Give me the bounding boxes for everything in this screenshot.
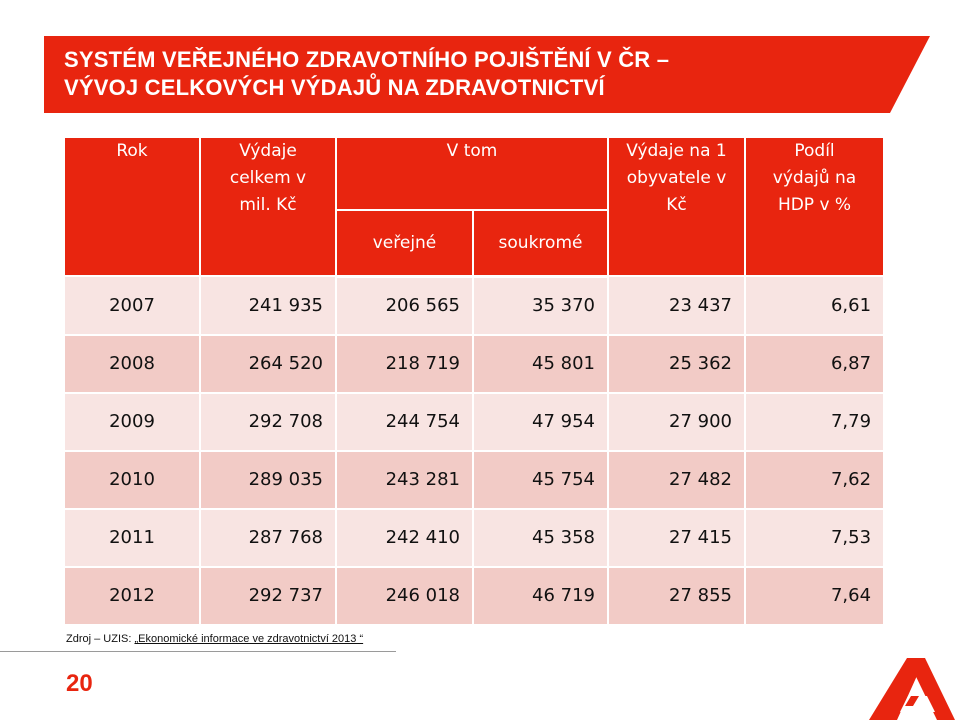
cell-podil: 6,87 bbox=[745, 335, 883, 393]
table-row bbox=[65, 276, 883, 335]
cell-podil: 6,61 bbox=[745, 276, 883, 335]
cell-podil: 7,79 bbox=[745, 393, 883, 451]
cell-na-obyvatele: 25 362 bbox=[608, 335, 745, 393]
cell-podil: 7,64 bbox=[745, 567, 883, 624]
cell-soukrome: 45 358 bbox=[473, 509, 608, 567]
cell-rok: 2010 bbox=[65, 451, 200, 509]
cell-na-obyvatele: 27 415 bbox=[608, 509, 745, 567]
title-line-1: SYSTÉM VEŘEJNÉHO ZDRAVOTNÍHO POJIŠTĚNÍ V ČR – bbox=[64, 47, 670, 72]
header-verejne: veřejné bbox=[336, 210, 473, 276]
header-podil-hdp: Podíl výdajů na HDP v % bbox=[745, 138, 883, 276]
cell-verejne: 246 018 bbox=[336, 567, 473, 624]
source-prefix: Zdroj – UZIS: bbox=[66, 633, 135, 645]
cell-celkem: 289 035 bbox=[200, 451, 336, 509]
cell-na-obyvatele: 27 900 bbox=[608, 393, 745, 451]
cell-celkem: 292 737 bbox=[200, 567, 336, 624]
page-title bbox=[64, 46, 669, 102]
expenditure-table bbox=[65, 138, 883, 624]
title-line-2: VÝVOJ CELKOVÝCH VÝDAJŮ NA ZDRAVOTNICTVÍ bbox=[64, 75, 605, 100]
cell-podil: 7,53 bbox=[745, 509, 883, 567]
cell-rok: 2011 bbox=[65, 509, 200, 567]
cell-na-obyvatele: 27 855 bbox=[608, 567, 745, 624]
cell-verejne: 244 754 bbox=[336, 393, 473, 451]
cell-soukrome: 35 370 bbox=[473, 276, 608, 335]
table-row bbox=[65, 567, 883, 624]
cell-rok: 2009 bbox=[65, 393, 200, 451]
cell-rok: 2007 bbox=[65, 276, 200, 335]
header-vydaje-celkem: Výdaje celkem v mil. Kč bbox=[200, 138, 336, 276]
cell-celkem: 292 708 bbox=[200, 393, 336, 451]
cell-podil: 7,62 bbox=[745, 451, 883, 509]
cell-verejne: 206 565 bbox=[336, 276, 473, 335]
table-row bbox=[65, 509, 883, 567]
source-link[interactable]: „Ekonomické informace ve zdravotnictví 2013 “ bbox=[134, 633, 364, 645]
cell-na-obyvatele: 27 482 bbox=[608, 451, 745, 509]
cell-soukrome: 47 954 bbox=[473, 393, 608, 451]
cell-soukrome: 45 754 bbox=[473, 451, 608, 509]
divider bbox=[0, 651, 396, 652]
cell-verejne: 243 281 bbox=[336, 451, 473, 509]
header-soukrome: soukromé bbox=[473, 210, 608, 276]
cell-soukrome: 46 719 bbox=[473, 567, 608, 624]
cell-verejne: 242 410 bbox=[336, 509, 473, 567]
cell-rok: 2008 bbox=[65, 335, 200, 393]
cell-celkem: 264 520 bbox=[200, 335, 336, 393]
cell-na-obyvatele: 23 437 bbox=[608, 276, 745, 335]
vzp-logo-icon bbox=[867, 650, 957, 722]
table-row bbox=[65, 451, 883, 509]
header-rok: Rok bbox=[65, 138, 200, 276]
table-row bbox=[65, 393, 883, 451]
table-row bbox=[65, 335, 883, 393]
cell-verejne: 218 719 bbox=[336, 335, 473, 393]
source-note bbox=[66, 633, 363, 645]
header-na-obyvatele: Výdaje na 1 obyvatele v Kč bbox=[608, 138, 745, 276]
header-v-tom: V tom bbox=[336, 138, 608, 210]
cell-celkem: 287 768 bbox=[200, 509, 336, 567]
page-number: 20 bbox=[66, 670, 93, 697]
cell-celkem: 241 935 bbox=[200, 276, 336, 335]
cell-rok: 2012 bbox=[65, 567, 200, 624]
cell-soukrome: 45 801 bbox=[473, 335, 608, 393]
